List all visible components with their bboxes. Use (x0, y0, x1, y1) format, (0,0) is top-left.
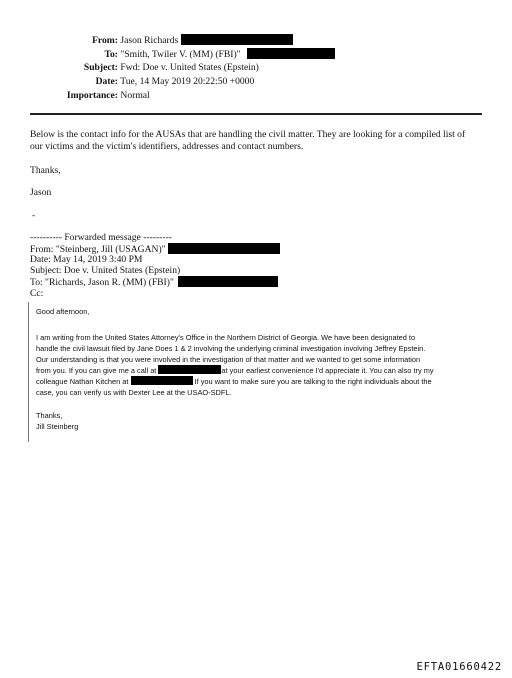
header-subject (0, 62, 259, 74)
forwarded-from-text: From: "Steinberg, Jill (USAGAN)" (30, 244, 166, 255)
quoted-line-2: handle the civil lawsuit filed by Jane Does 1 & 2 involving the underlying criminal investigation involving Jeffrey Epstein. (36, 344, 426, 353)
forwarded-date: Date: May 14, 2019 3:40 PM (30, 254, 143, 265)
header-subject-label: Subject: (83, 62, 118, 73)
header-date-value: Tue, 14 May 2019 20:22:50 +0000 (120, 76, 255, 87)
redaction-box (247, 48, 335, 59)
header-from-label: From: (92, 35, 118, 46)
body-thanks: Thanks, (30, 165, 61, 176)
forwarded-cc: Cc: (30, 288, 44, 299)
quoted-line-3: Our understanding is that you were involved in the investigation of that matter and we wanted to get some information (36, 355, 421, 364)
forwarded-to (30, 276, 278, 289)
quoted-line-4 (36, 365, 434, 377)
document-id: EFTA01660422 (416, 661, 502, 673)
header-to (0, 48, 335, 61)
forwarded-to-text: To: "Richards, Jason R. (MM) (FBI)" (30, 277, 174, 288)
redaction-box (131, 376, 193, 385)
quoted-greeting: Good afternoon, (36, 307, 90, 316)
quoted-line-4-start: from you. If you can give me a call at (36, 366, 157, 375)
header-importance-value: Normal (120, 90, 150, 101)
quoted-line-1: I am writing from the United States Attorney's Office in the Northern District of Georgia. We have been designated to (36, 333, 416, 342)
redaction-box (158, 365, 221, 374)
forwarded-divider: ---------- Forwarded message --------- (30, 232, 172, 243)
header-date-label: Date: (95, 76, 118, 87)
body-line-2: our victims and the victim's identifiers, addresses and contact numbers. (30, 141, 304, 152)
quoted-line-5-start: colleague Nathan Kitchen at (36, 377, 129, 386)
body-line-1: Below is the contact info for the AUSAs that are handling the civil matter. They are looking for a compiled list of (30, 129, 466, 140)
quoted-line-5 (36, 376, 432, 388)
quoted-line-4-end: at your earliest convenience I'd appreciate it. You can also try my (221, 366, 434, 375)
quoted-signature: Jill Steinberg (36, 422, 79, 431)
header-to-label: To: (104, 49, 118, 60)
quoted-thanks: Thanks, (36, 411, 63, 420)
redaction-box (178, 276, 278, 287)
body-dash: - (32, 210, 36, 221)
header-subject-value: Fwd: Doe v. United States (Epstein) (120, 62, 259, 73)
header-importance (0, 90, 150, 102)
header-importance-label: Importance: (66, 90, 118, 101)
header-from (0, 34, 293, 47)
quoted-message (28, 302, 489, 442)
quoted-line-5-end: If you want to make sure you are talking to the right individuals about the (194, 377, 432, 386)
header-from-value: Jason Richards (120, 35, 179, 46)
forwarded-subject: Subject: Doe v. United States (Epstein) (30, 265, 181, 276)
header-date (0, 76, 254, 88)
header-divider (30, 113, 482, 115)
header-to-value: "Smith, Twiler V. (MM) (FBI)" (120, 49, 241, 60)
redaction-box (168, 243, 280, 254)
redaction-box (181, 34, 293, 45)
quoted-line-6: case, you can verify us with Dexter Lee at the USAO-SDFL. (36, 388, 232, 397)
body-signature: Jason (30, 187, 52, 198)
